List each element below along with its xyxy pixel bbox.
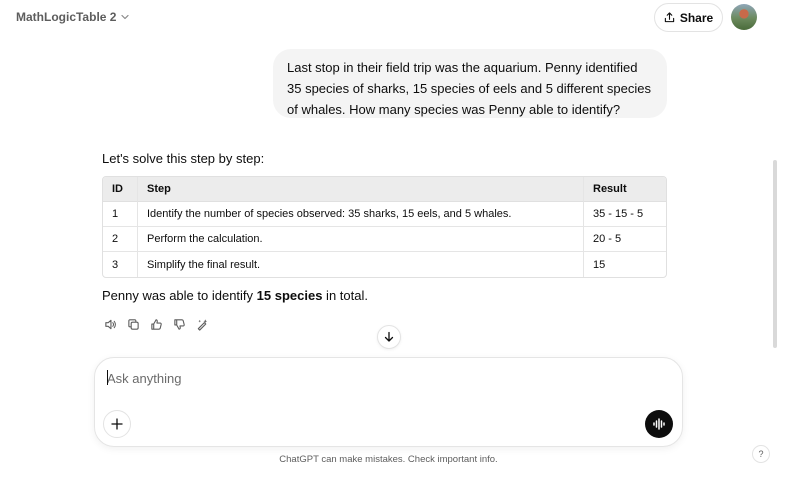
assistant-intro: Let's solve this step by step: (102, 151, 265, 166)
table-header-row (103, 177, 666, 202)
table-cell-id: 3 (112, 258, 119, 271)
table-cell-step: Simplify the final result. (137, 252, 583, 277)
table-cell-step: Identify the number of species observed: 35 sharks, 15 eels, and 5 whales. (137, 202, 583, 227)
chevron-down-icon (120, 12, 130, 22)
plus-icon (111, 418, 123, 430)
scrollbar[interactable] (773, 160, 777, 348)
share-icon (664, 12, 675, 23)
table-header-result: Result (583, 177, 666, 202)
arrow-down-icon (383, 331, 395, 343)
summary-suffix: in total. (322, 288, 368, 303)
assistant-message (102, 150, 668, 305)
table-header-id: ID (103, 177, 137, 202)
avatar[interactable] (731, 4, 757, 30)
table-cell-id: 2 (103, 227, 137, 252)
disclaimer-text: ChatGPT can make mistakes. Check important info. (279, 454, 498, 465)
attach-button[interactable] (103, 410, 131, 438)
copy-icon[interactable] (126, 317, 140, 331)
help-button[interactable]: ? (752, 445, 770, 463)
user-message-text: Last stop in their field trip was the aquarium. Penny identified 35 species of sharks, 15 species of eels and 5 different species of whales. How many species was Penny able to identify? (287, 60, 651, 117)
table-row (103, 227, 666, 252)
table-cell-result: 20 - 5 (583, 227, 666, 252)
summary-prefix: Penny was able to identify (102, 288, 257, 303)
assistant-summary (102, 287, 668, 305)
voice-mode-button[interactable] (645, 410, 673, 438)
voice-waveform-icon (652, 417, 666, 431)
edit-sparkle-icon[interactable] (195, 317, 209, 331)
prompt-input[interactable] (107, 368, 607, 388)
thumbs-up-icon[interactable] (149, 317, 163, 331)
table-cell-id: 1 (103, 202, 137, 227)
thumbs-down-icon[interactable] (172, 317, 186, 331)
user-message-bubble (273, 49, 667, 118)
composer (94, 357, 683, 447)
table-cell-result: 15 (583, 252, 666, 277)
table-cell-result: 35 - 15 - 5 (583, 202, 666, 227)
scroll-to-bottom-button[interactable] (377, 325, 401, 349)
read-aloud-icon[interactable] (103, 317, 117, 331)
message-actions (103, 317, 209, 331)
steps-table (102, 176, 667, 278)
share-label: Share (679, 10, 714, 25)
model-title-label: MathLogicTable 2 (16, 10, 117, 24)
table-row (103, 202, 666, 227)
model-selector[interactable] (16, 10, 130, 24)
top-bar (0, 0, 800, 36)
summary-bold: 15 species (256, 288, 323, 303)
share-button[interactable] (654, 3, 723, 32)
table-row (103, 252, 666, 277)
text-caret (107, 370, 108, 385)
table-header-step: Step (137, 177, 583, 202)
table-cell-step: Perform the calculation. (137, 227, 583, 252)
